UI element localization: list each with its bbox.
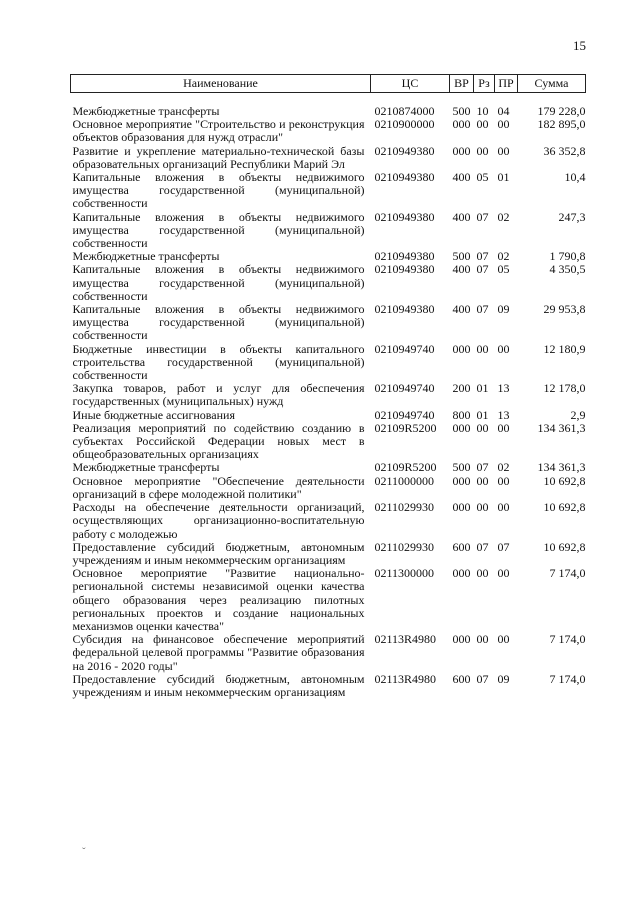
row-amount: 179 228,0: [537, 104, 586, 118]
header-section: Рз: [474, 75, 495, 93]
row-name: Предоставление субсидий бюджетным, автономным учреждениям и иным некоммерческим организациям: [72, 539, 365, 567]
row-amount: 36 352,8: [543, 143, 586, 158]
row-subsection: 00: [497, 143, 510, 158]
row-subsection: 00: [497, 117, 510, 132]
table-header-row: [71, 75, 586, 93]
row-name: Межбюджетные трансферты: [72, 249, 220, 264]
row-name: Капитальные вложения в объекты недвижимого имущества государственной (муниципальной) собственности: [72, 302, 365, 343]
stray-mark: ˇ: [82, 846, 86, 858]
row-target-article: 0210874000: [374, 104, 435, 118]
row-expense-type: 000: [452, 143, 471, 158]
row-amount: 10 692,8: [543, 500, 586, 515]
table-row: [71, 633, 586, 673]
table-row: [71, 422, 586, 462]
row-amount: 4 350,5: [549, 262, 586, 277]
row-section: 07: [476, 262, 489, 277]
row-target-article: 0210949380: [374, 209, 435, 224]
row-subsection: 00: [497, 632, 510, 647]
row-expense-type: 000: [452, 420, 471, 435]
row-subsection: 05: [497, 262, 510, 277]
row-section: 00: [476, 632, 489, 647]
row-subsection: 00: [497, 566, 510, 581]
row-name: Капитальные вложения в объекты недвижимого имущества государственной (муниципальной) собственности: [72, 170, 365, 211]
row-target-article: 0210900000: [374, 117, 435, 132]
table-row: [71, 673, 586, 699]
row-name: Капитальные вложения в объекты недвижимого имущества государственной (муниципальной) собственности: [72, 262, 365, 303]
row-target-article: 0210949740: [374, 407, 435, 422]
table-row: [71, 171, 586, 211]
row-target-article: 0210949740: [374, 341, 435, 356]
row-target-article: 0211029930: [374, 539, 435, 554]
page-number: 15: [573, 38, 586, 53]
row-subsection: 00: [497, 500, 510, 515]
row-target-article: 02109R5200: [374, 460, 437, 475]
row-subsection: 09: [497, 302, 510, 317]
row-name: Расходы на обеспечение деятельности организаций, осуществляющих организационно-воспитательную работу с молодежью: [72, 500, 365, 541]
row-section: 00: [476, 143, 489, 158]
budget-table: [70, 74, 586, 699]
row-expense-type: 000: [452, 341, 471, 356]
table-row: [71, 567, 586, 633]
row-target-article: 0210949380: [374, 249, 435, 264]
row-subsection: 13: [497, 381, 510, 396]
row-amount: 7 174,0: [549, 566, 586, 581]
row-expense-type: 600: [452, 539, 471, 554]
row-amount: 10 692,8: [543, 539, 586, 554]
row-expense-type: 500: [452, 460, 471, 475]
row-expense-type: 000: [452, 117, 471, 132]
row-name: Межбюджетные трансферты: [72, 104, 220, 118]
row-subsection: 02: [497, 249, 510, 264]
row-section: 10: [476, 104, 489, 118]
row-section: 00: [476, 473, 489, 488]
row-section: 05: [476, 170, 489, 185]
row-section: 07: [476, 209, 489, 224]
row-section: 01: [476, 407, 489, 422]
row-name: Основное мероприятие "Обеспечение деятельности организаций в сфере молодежной политики": [72, 473, 365, 501]
row-target-article: 02113R4980: [374, 632, 437, 647]
row-expense-type: 400: [452, 170, 471, 185]
row-section: 00: [476, 420, 489, 435]
row-amount: 7 174,0: [549, 632, 586, 647]
table-row: [71, 211, 586, 251]
row-expense-type: 000: [452, 632, 471, 647]
row-section: 00: [476, 341, 489, 356]
row-target-article: 02113R4980: [374, 671, 437, 686]
row-amount: 10 692,8: [543, 473, 586, 488]
row-subsection: 09: [497, 671, 510, 686]
row-target-article: 0210949380: [374, 302, 435, 317]
row-section: 00: [476, 566, 489, 581]
row-amount: 2,9: [570, 407, 586, 422]
table-body: [71, 93, 586, 700]
row-name: Бюджетные инвестиции в объекты капитального строительства государственной (муниципальной) собственности: [72, 341, 365, 383]
table-row: [71, 343, 586, 383]
row-name: Основное мероприятие "Строительство и реконструкция объектов образования для нужд отрасли": [72, 117, 365, 145]
header-target-article: ЦС: [371, 75, 450, 93]
row-expense-type: 600: [452, 671, 471, 686]
row-subsection: 00: [497, 473, 510, 488]
row-target-article: 02109R5200: [374, 420, 437, 435]
row-amount: 12 180,9: [543, 341, 586, 356]
row-name: Субсидия на финансовое обеспечение мероприятий федеральной целевой программы "Развитие образования на 2016 - 2020 годы": [72, 632, 365, 673]
row-name: Иные бюджетные ассигнования: [72, 407, 235, 422]
row-section: 00: [476, 500, 489, 515]
row-subsection: 07: [497, 539, 510, 554]
row-section: 07: [476, 249, 489, 264]
row-name: Капитальные вложения в объекты недвижимого имущества государственной (муниципальной) собственности: [72, 209, 365, 251]
row-expense-type: 000: [452, 566, 471, 581]
table-row: [71, 475, 586, 501]
row-section: 07: [476, 539, 489, 554]
row-section: 01: [476, 381, 489, 396]
row-amount: 134 361,3: [537, 460, 586, 475]
row-target-article: 0211000000: [374, 473, 435, 488]
row-name: Межбюджетные трансферты: [72, 460, 220, 475]
table-row: [71, 93, 586, 119]
table-row: [71, 409, 586, 422]
row-target-article: 0210949380: [374, 170, 435, 185]
row-expense-type: 000: [452, 473, 471, 488]
row-section: 07: [476, 671, 489, 686]
row-subsection: 02: [497, 460, 510, 475]
row-subsection: 00: [497, 341, 510, 356]
row-expense-type: 400: [452, 262, 471, 277]
table-row: [71, 541, 586, 567]
row-subsection: 04: [497, 104, 510, 118]
row-amount: 29 953,8: [543, 302, 586, 317]
row-section: 00: [476, 117, 489, 132]
table-row: [71, 263, 586, 303]
row-subsection: 01: [497, 170, 510, 185]
row-amount: 182 895,0: [537, 117, 586, 132]
row-section: 07: [476, 460, 489, 475]
row-name: Реализация мероприятий по содействию созданию в субъектах Российской Федерации новых мест в общеобразовательных организациях: [72, 420, 365, 462]
row-amount: 10,4: [564, 170, 586, 185]
row-name: Закупка товаров, работ и услуг для обеспечения государственных (муниципальных) нужд: [72, 381, 365, 409]
table-row: [71, 461, 586, 474]
row-amount: 134 361,3: [537, 420, 586, 435]
row-expense-type: 400: [452, 302, 471, 317]
row-expense-type: 200: [452, 381, 471, 396]
table-row: [71, 303, 586, 343]
row-amount: 12 178,0: [543, 381, 586, 396]
row-name: Основное мероприятие "Развитие национально-региональной системы независимой оценки качества общего образования через реализацию пилотных региональных проектов и создание национальных механизмов оценки качества": [72, 566, 365, 633]
row-section: 07: [476, 302, 489, 317]
row-expense-type: 000: [452, 500, 471, 515]
header-amount: Сумма: [518, 75, 586, 93]
row-expense-type: 400: [452, 209, 471, 224]
row-target-article: 0210949740: [374, 381, 435, 396]
row-subsection: 13: [497, 407, 510, 422]
row-target-article: 0211300000: [374, 566, 435, 581]
row-amount: 1 790,8: [549, 249, 586, 264]
row-target-article: 0210949380: [374, 143, 435, 158]
table-row: [71, 145, 586, 171]
row-name: Предоставление субсидий бюджетным, автономным учреждениям и иным некоммерческим организациям: [72, 671, 365, 699]
row-expense-type: 500: [452, 104, 471, 118]
table-row: [71, 501, 586, 541]
row-amount: 247,3: [558, 209, 586, 224]
row-subsection: 00: [497, 420, 510, 435]
row-subsection: 02: [497, 209, 510, 224]
row-target-article: 0210949380: [374, 262, 435, 277]
row-expense-type: 800: [452, 407, 471, 422]
row-target-article: 0211029930: [374, 500, 435, 515]
header-name: Наименование: [71, 75, 371, 93]
header-expense-type: ВР: [450, 75, 474, 93]
row-expense-type: 500: [452, 249, 471, 264]
table-row: [71, 118, 586, 144]
row-amount: 7 174,0: [549, 671, 586, 686]
row-name: Развитие и укрепление материально-технической базы образовательных организаций Республики Марий Эл: [72, 143, 365, 171]
table-row: [71, 382, 586, 408]
header-subsection: ПР: [495, 75, 518, 93]
